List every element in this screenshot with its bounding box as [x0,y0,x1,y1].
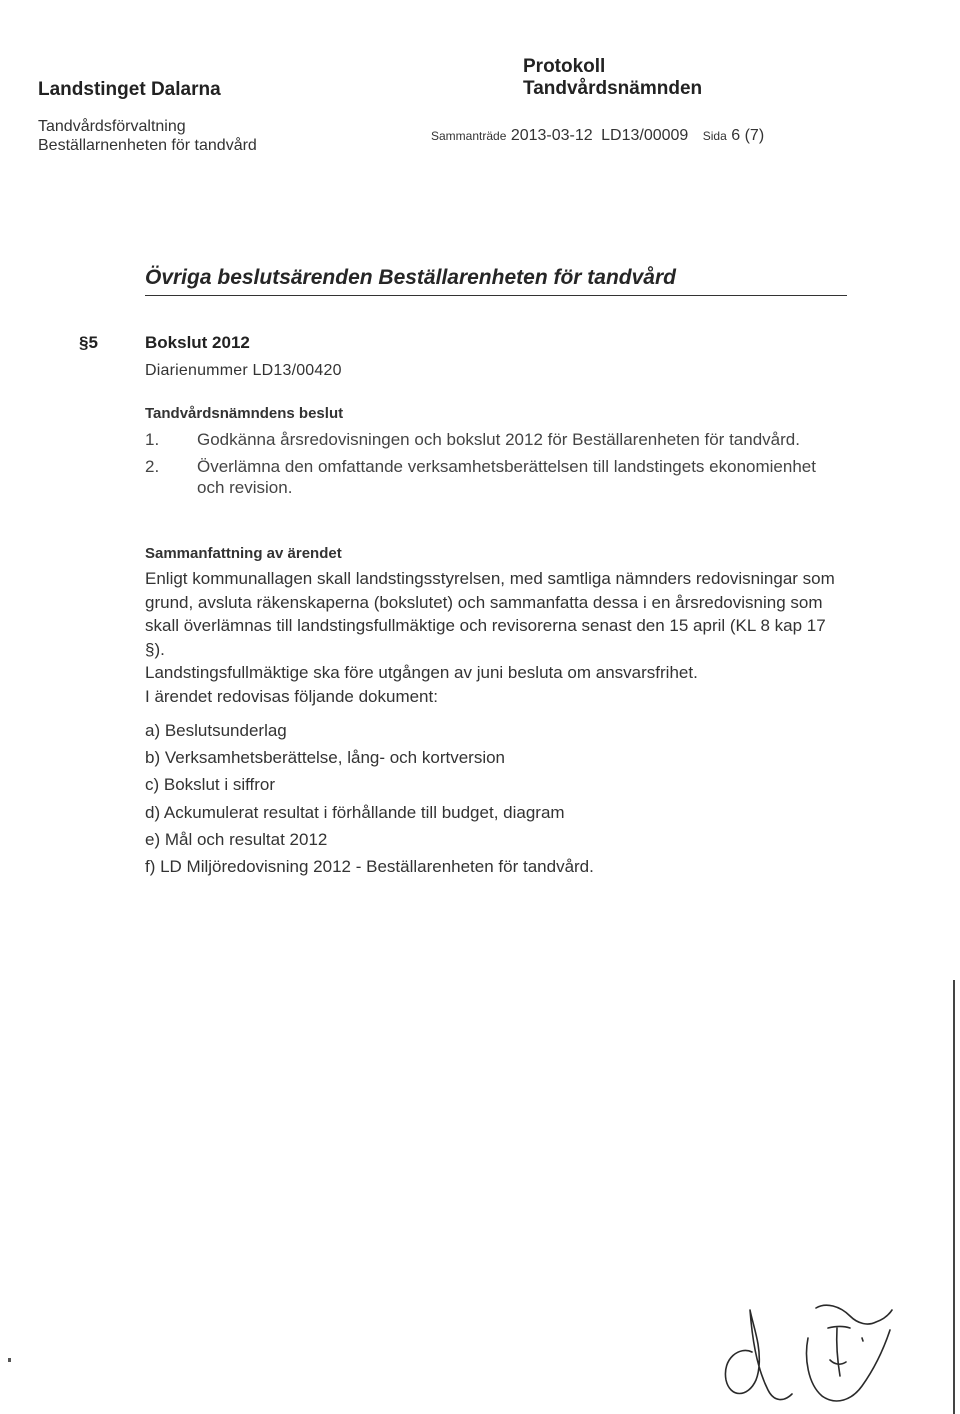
scan-speck [8,1358,11,1362]
summary-heading: Sammanfattning av ärendet [145,545,342,562]
meeting-info [431,127,764,145]
document-list-item: a) Beslutsunderlag [145,721,287,740]
document-list [145,717,594,880]
department-line-2: Beställarnenheten för tandvård [38,137,257,154]
beslut-item [145,456,845,498]
summary-paragraph: Enligt kommunallagen skall landstingsstyrelsen, med samtliga nämnders redovisningar som grund, avsluta räkenskaperna (bokslutet) och sammanfatta dessa i en årsredovisning som skall överlämnas till landstingsfullmäktige och revisorerna senast den 15 april (KL 8 kap 17 §). [145,569,835,659]
beslut-heading: Tandvårdsnämndens beslut [145,405,344,422]
beslut-item-text: Godkänna årsredovisningen och bokslut 2012 för Beställarenheten för tandvård. [197,430,800,449]
document-type: Protokoll [523,56,606,77]
document-list-item: e) Mål och resultat 2012 [145,829,328,849]
summary-paragraph: I ärendet redovisas följande dokument: [145,686,438,706]
department-line-1: Tandvårdsförvaltning [38,118,186,135]
document-list-item: f) LD Miljöredovisning 2012 - Beställarenheten för tandvård. [145,857,594,877]
document-list-item: d) Ackumulerat resultat i förhållande till budget, diagram [145,802,565,822]
document-list-item: b) Verksamhetsberättelse, lång- och kortversion [145,748,506,768]
document-number: LD13/00009 [601,127,689,144]
meeting-label: Sammanträde [431,129,507,143]
page-label: Sida [702,129,727,143]
document-type-block [523,56,702,100]
section-title: Övriga beslutsärenden Beställarenheten för tandvård [145,266,847,296]
paragraph-title: Bokslut 2012 [145,333,250,352]
beslut-list [145,429,845,504]
beslut-item-number: 1. [145,430,160,449]
page-number: 6 (7) [731,127,765,144]
board-name: Tandvårdsnämnden [523,78,703,99]
department-block [38,117,257,155]
organization-name: Landstinget Dalarna [38,79,221,100]
beslut-item-number: 2. [145,457,160,476]
diarienummer: Diarienummer LD13/00420 [145,362,342,379]
beslut-item-text: Överlämna den omfattande verksamhetsberättelsen till landstingets ekonomienhet och revision. [197,457,816,497]
summary-paragraph: Landstingsfullmäktige ska före utgången av juni besluta om ansvarsfrihet. [145,663,698,682]
signature-initials [712,1280,912,1410]
scan-edge-line [953,980,955,1414]
beslut-item [145,429,845,450]
meeting-date: 2013-03-12 [510,127,593,144]
paragraph-number: §5 [79,333,98,352]
summary-body [145,567,835,708]
document-list-item: c) Bokslut i siffror [145,775,276,795]
